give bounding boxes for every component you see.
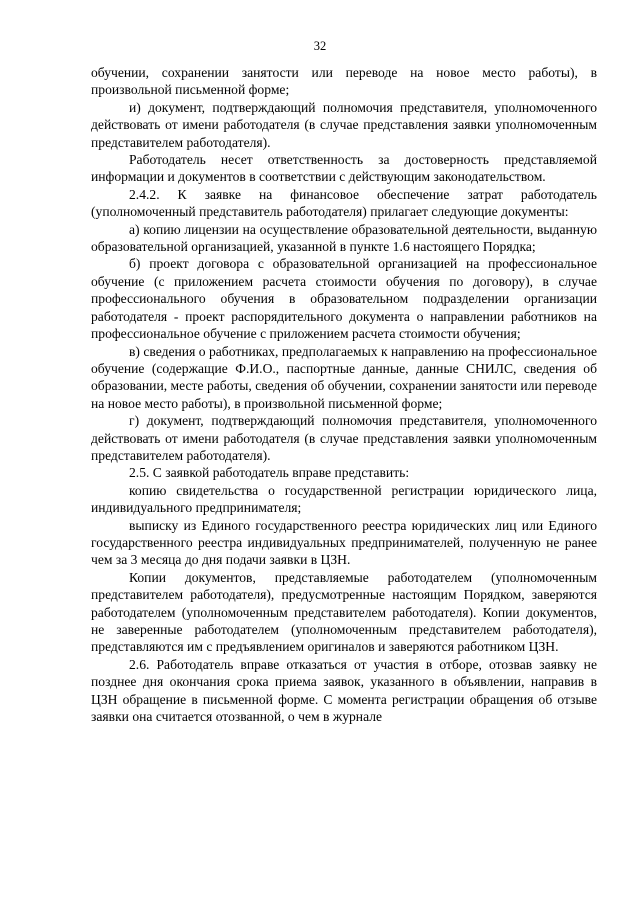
paragraph: Работодатель несет ответственность за достоверность представляемой информации и документов в соответствии с действующим законодательством. <box>91 152 597 185</box>
paragraph: Копии документов, представляемые работодателем (уполномоченным представителем работодателя), предусмотренные настоящим Порядком, заверяются работодателем (уполномоченным представителем работодателя). Копии документов, не заверенные работодателем (уполномоченным представителем работодателя), представляются им с предъявлением оригиналов и заверяются работником ЦЗН. <box>91 569 597 655</box>
paragraph: обучении, сохранении занятости или переводе на новое место работы), в произвольной письменной форме; <box>91 65 597 98</box>
paragraph: г) документ, подтверждающий полномочия представителя, уполномоченного действовать от имени работодателя (в случае представления заявки уполномоченным представителем работодателя). <box>91 413 597 463</box>
paragraph: б) проект договора с образовательной организацией на профессиональное обучение (с приложением расчета стоимости обучения по договору), в случае профессионального обучения в образовательном подразделении организации работодателя - проект распорядительного документа о направлении работников на профессиональное обучение с приложением расчета стоимости обучения; <box>91 256 597 342</box>
paragraph: выписку из Единого государственного реестра юридических лиц или Единого государственного реестра индивидуальных предпринимателей, полученную не ранее чем за 3 месяца до дня подачи заявки в ЦЗН. <box>91 517 597 568</box>
document-body <box>91 64 597 725</box>
paragraph: копию свидетельства о государственной регистрации юридического лица, индивидуального предпринимателя; <box>91 482 597 516</box>
paragraph: 2.6. Работодатель вправе отказаться от участия в отборе, отозвав заявку не позднее дня окончания срока приема заявок, указанного в объявлении, направив в ЦЗН обращение в письменной форме. С момента регистрации обращения об отзыве заявки она считается отозванной, о чем в журнале <box>91 656 597 725</box>
paragraph: в) сведения о работниках, предполагаемых к направлению на профессиональное обучение (содержащие Ф.И.О., паспортные данные, данные СНИЛС, сведения об образовании, месте работы, сведения об обучении, сохранении занятости или переводе на новое место работы), в произвольной письменной форме; <box>91 343 597 411</box>
page-number: 32 <box>313 39 327 53</box>
paragraph: 2.5. С заявкой работодатель вправе представить: <box>129 465 410 481</box>
paragraph: и) документ, подтверждающий полномочия представителя, уполномоченного действовать от имени работодателя (в случае представления заявки уполномоченным представителем работодателя). <box>91 99 597 150</box>
paragraph: а) копию лицензии на осуществление образовательной деятельности, выданную образовательной организацией, указанной в пункте 1.6 настоящего Порядка; <box>91 221 597 255</box>
paragraph: 2.4.2. К заявке на финансовое обеспечение затрат работодатель (уполномоченный представитель работодателя) прилагает следующие документы: <box>91 186 597 220</box>
